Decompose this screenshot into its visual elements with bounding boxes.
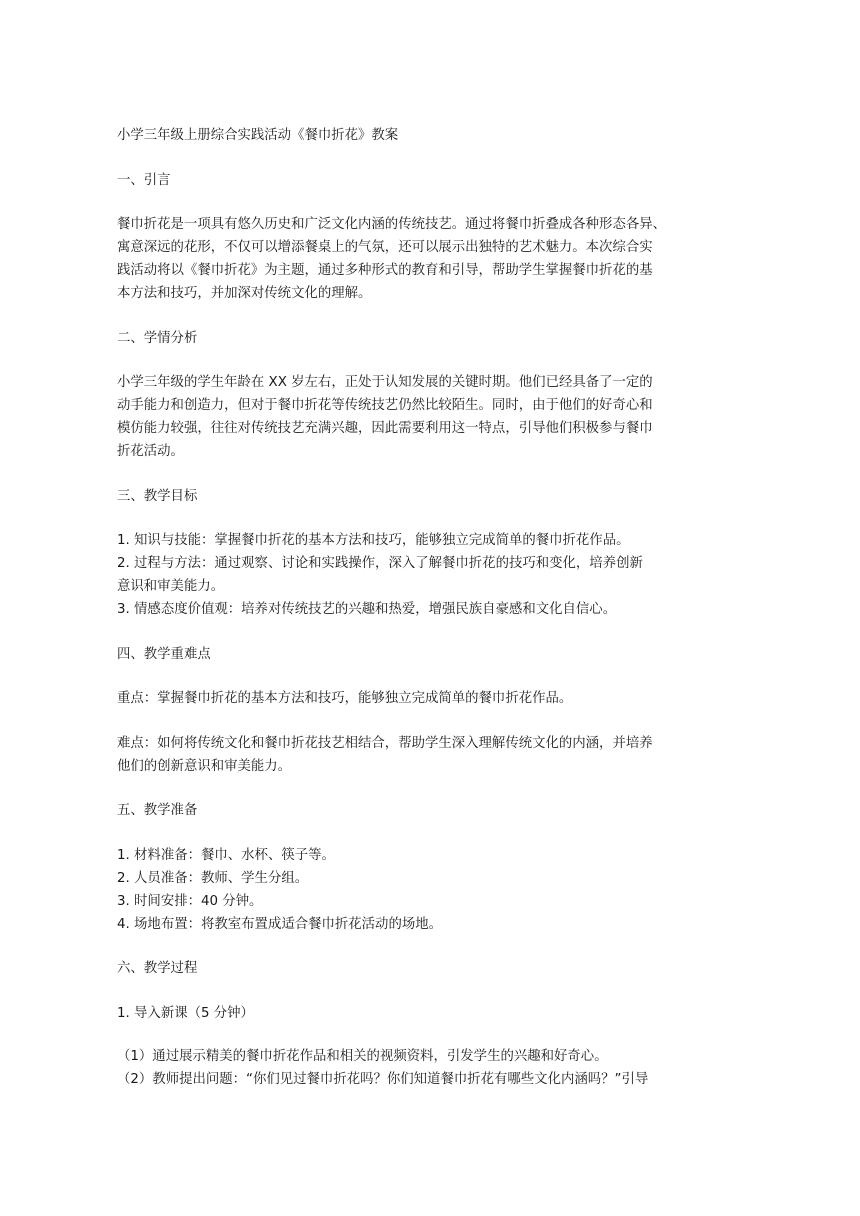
list-item: 3. 时间安排：40 分钟。 — [117, 893, 263, 909]
teaching-goals-list — [117, 529, 743, 621]
paragraph-line: 模仿能力较强，往往对传统技艺充满兴趣，因此需要利用这一特点，引导他们积极参与餐巾 — [117, 421, 653, 436]
paragraph-line: 小学三年级的学生年龄在 XX 岁左右，正处于认知发展的关键时期。他们已经具备了一定的 — [117, 375, 653, 390]
list-item: （2）教师提出问题：“你们见过餐巾折花吗？你们知道餐巾折花有哪些文化内涵吗？”引导 — [117, 1071, 649, 1087]
document-title: 小学三年级上册综合实践活动《餐巾折花》教案 — [117, 128, 399, 143]
difficult-point-paragraph — [117, 732, 743, 778]
paragraph-line: 他们的创新意识和审美能力。 — [117, 758, 292, 774]
list-item: 1. 知识与技能：掌握餐巾折花的基本方法和技巧，能够独立完成简单的餐巾折花作品。 — [117, 533, 630, 548]
list-item: 1. 材料准备：餐巾、水杯、筷子等。 — [117, 847, 335, 863]
preparation-list — [117, 844, 743, 936]
list-item: 2. 人员准备：教师、学生分组。 — [117, 870, 309, 886]
learner-analysis-paragraph — [117, 371, 743, 463]
introduction-paragraph — [117, 213, 743, 305]
subsection-heading-introduction: 1. 导入新课（5 分钟） — [117, 1005, 254, 1021]
teaching-process-list — [117, 1045, 743, 1091]
paragraph-line: 本方法和技巧，并加深对传统文化的理解。 — [117, 286, 372, 301]
list-item: 4. 场地布置：将教室布置成适合餐巾折花活动的场地。 — [117, 916, 443, 932]
list-item: 3. 情感态度价值观：培养对传统技艺的兴趣和热爱，增强民族自豪感和文化自信心。 — [117, 602, 617, 617]
section-heading-teaching-goals: 三、教学目标 — [117, 488, 198, 504]
section-heading-teaching-process: 六、教学过程 — [117, 961, 198, 976]
paragraph-line: 餐巾折花是一项具有悠久历史和广泛文化内涵的传统技艺。通过将餐巾折叠成各种形态各异、 — [117, 217, 667, 232]
paragraph-line: 践活动将以《餐巾折花》为主题，通过多种形式的教育和引导，帮助学生掌握餐巾折花的基 — [117, 263, 653, 278]
paragraph-line: 折花活动。 — [117, 444, 184, 459]
document-body — [117, 124, 743, 1091]
section-heading-teaching-preparation: 五、教学准备 — [117, 803, 198, 818]
key-point-text: 重点：掌握餐巾折花的基本方法和技巧，能够独立完成简单的餐巾折花作品。 — [117, 691, 573, 706]
paragraph-line: 难点：如何将传统文化和餐巾折花技艺相结合，帮助学生深入理解传统文化的内涵，并培养 — [117, 735, 653, 751]
list-item: （1）通过展示精美的餐巾折花作品和相关的视频资料，引发学生的兴趣和好奇心。 — [117, 1048, 608, 1064]
paragraph-line: 动手能力和创造力，但对于餐巾折花等传统技艺仍然比较陌生。同时，由于他们的好奇心和 — [117, 398, 653, 413]
section-heading-introduction: 一、引言 — [117, 172, 171, 188]
section-heading-learner-analysis: 二、学情分析 — [117, 330, 198, 346]
list-item: 2. 过程与方法：通过观察、讨论和实践操作，深入了解餐巾折花的技巧和变化，培养创新 — [117, 556, 643, 571]
list-item-continuation: 意识和审美能力。 — [117, 579, 225, 594]
paragraph-line: 寓意深远的花形，不仅可以增添餐桌上的气氛，还可以展示出独特的艺术魅力。本次综合实 — [117, 240, 653, 255]
section-heading-key-difficulties: 四、教学重难点 — [117, 646, 211, 662]
